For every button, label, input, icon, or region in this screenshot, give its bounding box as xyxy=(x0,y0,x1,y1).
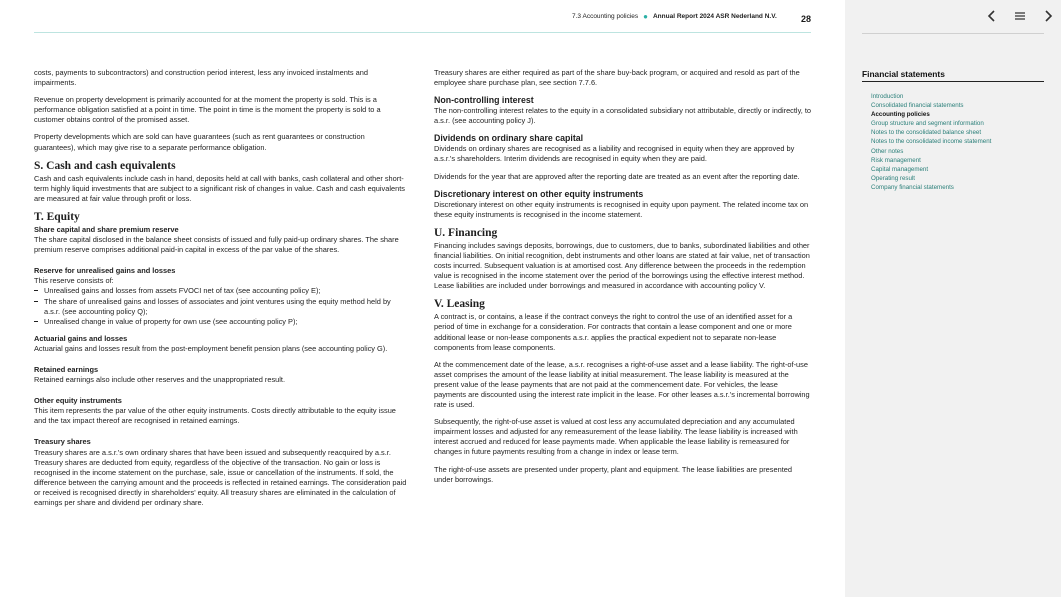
subheading: Reserve for unrealised gains and losses xyxy=(34,266,176,276)
paragraph: The right-of-use assets are presented under property, plant and equipment. The lease liabilities are presented under borrowings. xyxy=(434,464,792,484)
page-navigation xyxy=(985,9,1055,23)
sidebar-item-operating-result[interactable]: Operating result xyxy=(871,174,916,182)
sidebar-item-notes-balance-sheet[interactable]: Notes to the consolidated balance sheet xyxy=(871,129,982,137)
paragraph: Dividends for the year that are approved after the reporting date are treated as an event after the reporting date. xyxy=(434,171,800,181)
paragraph: Actuarial gains and losses result from the post-employment benefit pension plans (see accounting policy G). xyxy=(34,343,388,353)
sidebar-title: Financial statements xyxy=(862,69,945,79)
subheading: Treasury shares xyxy=(34,437,91,447)
next-page-button[interactable] xyxy=(1041,9,1055,23)
sidebar-item-company-financial-statements[interactable]: Company financial statements xyxy=(871,183,954,191)
sidebar-item-capital-management[interactable]: Capital management xyxy=(871,165,929,173)
sidebar-title-divider xyxy=(862,81,1044,82)
sidebar xyxy=(845,0,1061,597)
subheading: Other equity instruments xyxy=(34,396,122,406)
subheading: Non-controlling interest xyxy=(434,95,534,106)
sidebar-item-notes-income-statement[interactable]: Notes to the consolidated income statement xyxy=(871,138,992,146)
subheading: Actuarial gains and losses xyxy=(34,333,128,343)
paragraph: The non-controlling interest relates to the equity in a consolidated subsidiary not attributable, directly or indirectly, to a.s.r. (see accounting policy J). xyxy=(434,106,811,126)
chevron-right-icon xyxy=(1043,10,1053,22)
sidebar-nav-list xyxy=(871,92,991,192)
paragraph: Treasury shares are either required as part of the share buy-back program, or acquired and resold as part of the employee share purchase plan, see section 7.7.6. xyxy=(434,68,800,88)
previous-page-button[interactable] xyxy=(985,9,999,23)
section-heading-cash: S. Cash and cash equivalents xyxy=(34,159,176,172)
sidebar-item-group-structure[interactable]: Group structure and segment information xyxy=(871,120,984,128)
subheading: Share capital and share premium reserve xyxy=(34,224,179,234)
paragraph: A contract is, or contains, a lease if the contract conveys the right to control the use of an identified asset for a period of time in exchange for a consideration. For contracts that contain a lease component and one or more additional lease or non-lease components a.s.r. applies the practical expedient not to separate non-lease components from lease components. xyxy=(434,312,793,352)
subheading: Discretionary interest on other equity instruments xyxy=(434,188,644,199)
menu-icon xyxy=(1014,11,1026,21)
header-report-title: Annual Report 2024 ASR Nederland N.V. xyxy=(652,13,777,20)
paragraph: Financing includes savings deposits, borrowings, due to customers, due to banks, subordinated liabilities and other financial liabilities. On initial recognition, debt instruments and other loans are stated at fair value, net of transaction costs incurred. Subsequent valuation is at amortised cost. Any difference between the proceeds in the redemption value is recognised in the income statement over the period of the borrowings using the effective interest method. Lease liabilities are included under borrowings and measured in accordance with accounting policy V. xyxy=(434,240,810,291)
page-number: 28 xyxy=(801,14,812,24)
list-item: The share of unrealised gains and losses of associates and joint ventures using the equity method held by a.s.r. (see accounting policy Q); xyxy=(34,297,408,317)
paragraph: This item represents the par value of the other equity instruments. Costs directly attributable to the equity issue and the tax impact thereof are recognised in retained earnings. xyxy=(34,406,396,426)
subheading: Dividends on ordinary share capital xyxy=(434,133,584,144)
menu-button[interactable] xyxy=(1013,9,1027,23)
paragraph: The share capital disclosed in the balance sheet consists of issued and fully paid-up ordinary shares. The share premium reserve comprises additional paid-in capital in excess of the par value of the shares. xyxy=(34,235,399,255)
paragraph: Revenue on property development is primarily accounted for at the moment the property is sold. This is a performance obligation satisfied at a point in time. The point in time is the moment the property is sold to a customer obtains control of the promised asset. xyxy=(34,95,381,125)
section-heading-financing: U. Financing xyxy=(434,226,498,239)
section-heading-equity: T. Equity xyxy=(34,210,80,223)
sidebar-item-risk-management[interactable]: Risk management xyxy=(871,156,921,164)
paragraph: Retained earnings also include other reserves and the unappropriated result. xyxy=(34,375,286,385)
header-dot-icon: ● xyxy=(643,11,648,21)
paragraph: Treasury shares are a.s.r.'s own ordinary shares that have been issued and subsequently reacquired by a.s.r. Treasury shares are deducted from equity, regardless of the objective of the transaction. No gain or loss is recognised in the income statement on the purchase, sale, issue or cancellation of the instruments. If sold, the difference between the carrying amount and the proceeds is reflected in retained earnings. The consideration paid or received is recognised directly in shareholders' equity. All treasury shares are eliminated in the calculation of earnings per share and dividend per ordinary share. xyxy=(34,447,407,507)
subheading: Retained earnings xyxy=(34,364,99,374)
running-header xyxy=(572,13,777,20)
list-item: Unrealised change in value of property for own use (see accounting policy P); xyxy=(34,317,408,327)
sidebar-divider xyxy=(862,33,1044,34)
sidebar-item-consolidated-financial-statements[interactable]: Consolidated financial statements xyxy=(871,102,964,110)
sidebar-item-other-notes[interactable]: Other notes xyxy=(871,147,904,155)
paragraph: Discretionary interest on other equity instruments is recognised in equity upon payment. The related income tax on these equity instruments is recognised in the income statement. xyxy=(434,199,809,219)
left-column xyxy=(34,68,408,515)
section-heading-leasing: V. Leasing xyxy=(434,298,485,311)
sidebar-item-accounting-policies[interactable]: Accounting policies xyxy=(871,111,930,119)
paragraph: Subsequently, the right-of-use asset is valued at cost less any accumulated depreciation and any accumulated impairment losses and adjusted for any remeasurement of the lease liability. The lease liability is increased with interest accrued and reduced for lease payments made. When applicable the lease liability is remeasured for changes in future payments resulting from a change in index or lease term. xyxy=(434,417,798,457)
sidebar-item-introduction[interactable]: Introduction xyxy=(871,93,904,100)
paragraph: Property developments which are sold can have guarantees (such as rent guarantees or construction guarantees), which may give rise to a separate performance obligation. xyxy=(34,132,365,152)
paragraph: At the commencement date of the lease, a.s.r. recognises a right-of-use asset and a lease liability. The right-of-use asset comprises the amount of the lease liability at initial measurement. The lease liability is measured at the present value of the lease payments that are not paid at the commencement date. For vehicles, the lease payments are discounted using the interest rate implicit in the lease. For other leases a.s.r.'s incremental borrowing rate is used. xyxy=(434,359,810,410)
paragraph: Cash and cash equivalents include cash in hand, deposits held at call with banks, cash collateral and other short-term highly liquid investments that are subject to a significant risk of changes in value. Cash and cash equivalents are measured at fair value through profit or loss. xyxy=(34,173,405,203)
chevron-left-icon xyxy=(987,10,997,22)
reserve-list xyxy=(34,286,408,326)
paragraph: Dividends on ordinary shares are recognised as a liability and recognised in equity when they are approved by a.s.r.'s shareholders. Interim dividends are recognised in equity when they are paid. xyxy=(434,144,795,164)
paragraph: costs, payments to subcontractors) and construction period interest, less any invoiced instalments and impairments. xyxy=(34,68,368,88)
header-section: 7.3 Accounting policies xyxy=(572,13,639,20)
list-item: Unrealised gains and losses from assets FVOCI net of tax (see accounting policy E); xyxy=(34,286,408,296)
paragraph: This reserve consists of: xyxy=(34,276,114,286)
header-divider xyxy=(34,32,811,33)
right-column xyxy=(434,68,811,492)
